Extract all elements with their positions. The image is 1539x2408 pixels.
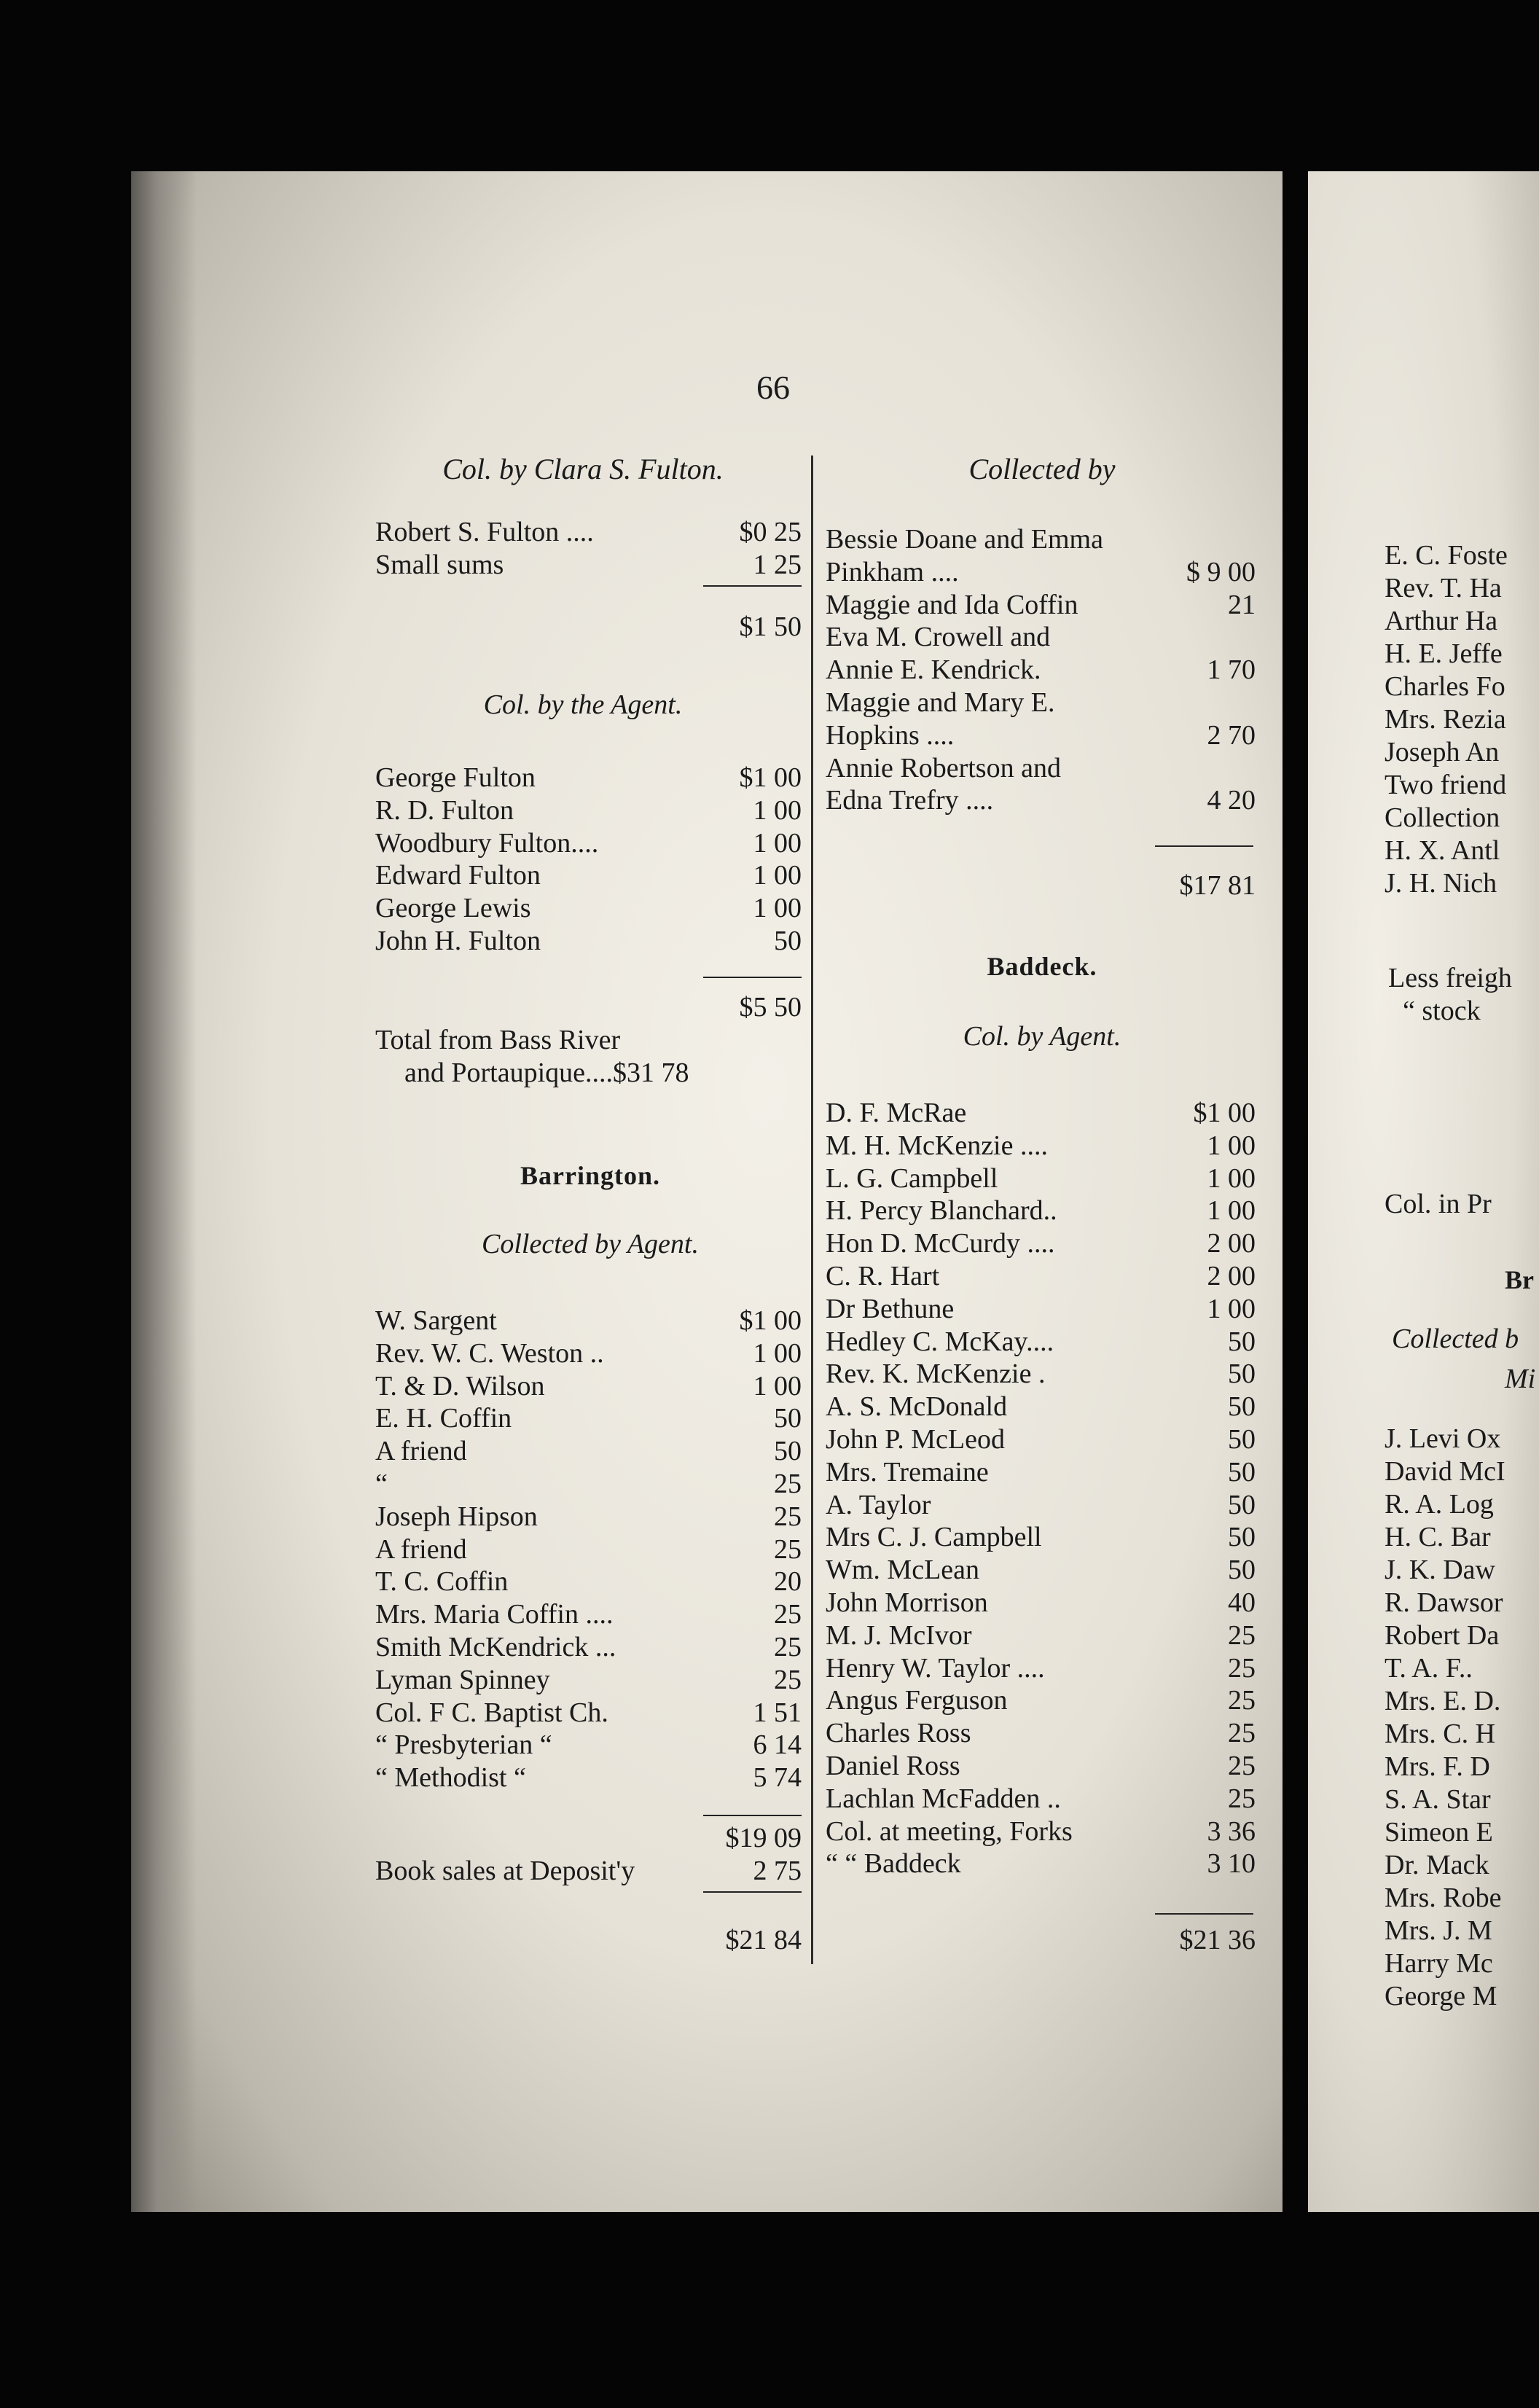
next-page-line: R. Dawsor (1385, 1587, 1503, 1618)
entry-name: Wm. McLean (826, 1555, 980, 1586)
entry-name: W. Sargent (375, 1305, 497, 1336)
subtotal: $1 50 (739, 611, 802, 642)
entry-amount: 1 00 (1207, 1195, 1256, 1227)
entry-amount: 1 00 (753, 893, 802, 924)
column-heading: Col. by Clara S. Fulton. (442, 453, 724, 485)
next-page-line: George M (1385, 1981, 1497, 2012)
entry-amount: 50 (1228, 1522, 1256, 1553)
rule-line (1155, 1913, 1253, 1915)
entry-amount: 5 74 (753, 1762, 802, 1794)
entry-name: Pinkham .... (826, 556, 959, 587)
entry-name: Daniel Ross (826, 1751, 960, 1781)
next-page-line: “ stock (1403, 996, 1481, 1026)
entry-row (375, 1762, 802, 1794)
entry-name: A friend (375, 1436, 467, 1467)
entry-name: M. J. McIvor (826, 1619, 972, 1651)
entry-name: A friend (375, 1533, 467, 1565)
total-line: and Portaupique....$31 78 (404, 1058, 689, 1088)
entry-row (826, 1521, 1256, 1554)
next-page-line: Dr. Mack (1385, 1850, 1489, 1880)
entry-name: Hopkins .... (826, 719, 955, 751)
entry-row (826, 1456, 1256, 1489)
page-number: 66 (756, 369, 790, 406)
entry-name: Hedley C. McKay.... (826, 1326, 1054, 1357)
entry-amount: 1 00 (753, 794, 802, 826)
entry-name: Lachlan McFadden .. (826, 1783, 1061, 1814)
entry-amount: 1 00 (1207, 1130, 1256, 1161)
next-page-line: H. E. Jeffe (1385, 638, 1503, 669)
entry-amount: 20 (774, 1566, 802, 1598)
entry-name: Joseph Hipson (375, 1501, 538, 1532)
entry-name: H. Percy Blanchard.. (826, 1195, 1057, 1227)
entry-amount: 2 00 (1207, 1228, 1256, 1259)
entry-name: D. F. McRae (826, 1098, 967, 1128)
entry-row (375, 1370, 802, 1403)
entry-name: Robert S. Fulton .... (375, 517, 594, 547)
entry-row (826, 1848, 1256, 1880)
entry-row (826, 1489, 1256, 1522)
entry-row (375, 1855, 802, 1888)
entry-amount: $1 00 (739, 1305, 802, 1336)
next-page-line: Col. in Pr (1385, 1189, 1492, 1219)
entry-amount: 25 (1228, 1718, 1256, 1749)
entry-name: Col. at meeting, Forks (826, 1815, 1073, 1847)
entry-name: Annie E. Kendrick. (826, 654, 1041, 686)
entry-row (826, 752, 1256, 785)
column-divider (811, 456, 813, 1964)
entry-row (375, 827, 802, 860)
entry-name: “ “ Baddeck (826, 1848, 961, 1880)
entry-name: “ Presbyterian “ (375, 1729, 552, 1761)
entry-row (375, 549, 802, 582)
entry-row (826, 1554, 1256, 1587)
entry-amount: 25 (1228, 1751, 1256, 1781)
entry-name: “ Methodist “ (375, 1762, 526, 1794)
next-page-line: R. A. Log (1385, 1489, 1494, 1520)
entry-row (375, 1697, 802, 1729)
next-page-line: Simeon E (1385, 1817, 1493, 1848)
next-page-line: Robert Da (1385, 1620, 1500, 1651)
entry-name: Henry W. Taylor .... (826, 1652, 1045, 1684)
entry-row (826, 687, 1256, 719)
entry-row (826, 1619, 1256, 1652)
entry-row (826, 784, 1256, 817)
entry-row (826, 589, 1256, 622)
entry-amount: $1 00 (1193, 1098, 1256, 1128)
entry-amount: 50 (1228, 1555, 1256, 1586)
next-page-line: Mrs. F. D (1385, 1751, 1490, 1782)
entry-amount: 25 (774, 1501, 802, 1532)
entry-amount: 1 00 (753, 1337, 802, 1369)
entry-row (826, 1162, 1256, 1195)
entry-amount: 1 00 (753, 1370, 802, 1402)
entry-name: C. R. Hart (826, 1261, 940, 1291)
subtotal: $19 09 (725, 1823, 802, 1853)
entry-amount: 50 (774, 1403, 802, 1434)
entry-name: Lyman Spinney (375, 1664, 550, 1695)
entry-name: T. C. Coffin (375, 1566, 509, 1598)
entry-amount: 25 (774, 1664, 802, 1695)
column-heading: Col. by Agent. (963, 1021, 1121, 1052)
next-page-line: J. H. Nich (1385, 868, 1497, 899)
next-page-line: Mrs. E. D. (1385, 1686, 1501, 1716)
entry-amount: 25 (774, 1533, 802, 1565)
entry-row (826, 1652, 1256, 1685)
entry-amount: 25 (774, 1632, 802, 1662)
column-heading: Collected by Agent. (482, 1229, 699, 1259)
entry-row (375, 1631, 802, 1664)
entry-amount: 6 14 (753, 1729, 802, 1761)
entry-row (826, 1783, 1256, 1815)
entry-name: M. H. McKenzie .... (826, 1130, 1048, 1161)
subtotal: $17 81 (1179, 870, 1256, 901)
entry-name: Rev. K. McKenzie . (826, 1359, 1046, 1390)
entry-row (375, 1664, 802, 1697)
entry-amount: 50 (1228, 1359, 1256, 1390)
next-page-heading: Br (1505, 1265, 1534, 1294)
entry-amount: $ 9 00 (1186, 556, 1256, 587)
entry-name: Mrs. Maria Coffin .... (375, 1599, 614, 1630)
entry-name: John P. McLeod (826, 1424, 1005, 1455)
next-page-line: J. Levi Ox (1385, 1423, 1501, 1454)
entry-name: Annie Robertson and (826, 752, 1061, 783)
entry-amount: 1 00 (753, 827, 802, 859)
entry-row (375, 1501, 802, 1533)
entry-name: Col. F C. Baptist Ch. (375, 1697, 608, 1728)
entry-row (826, 654, 1256, 687)
entry-name: Maggie and Ida Coffin (826, 589, 1078, 620)
next-page-line: Two friend (1385, 770, 1507, 800)
entry-amount: 25 (1228, 1685, 1256, 1716)
total: $21 36 (1179, 1925, 1256, 1955)
next-page-line: Collection (1385, 802, 1500, 833)
entry-row (826, 1684, 1256, 1717)
entry-row (375, 1468, 802, 1501)
next-page-line: Mrs. Rezia (1385, 704, 1506, 735)
next-page-heading: Mi (1505, 1364, 1536, 1394)
entry-name: Smith McKendrick ... (375, 1632, 616, 1662)
entry-row (826, 1097, 1256, 1130)
entry-name: George Lewis (375, 893, 531, 924)
entry-row (375, 1337, 802, 1370)
entry-name: Bessie Doane and Emma (826, 524, 1103, 555)
rule-line (1155, 845, 1253, 847)
entry-row (826, 1326, 1256, 1359)
entry-row (375, 892, 802, 925)
entry-amount: 50 (1228, 1326, 1256, 1357)
entry-row (826, 1815, 1256, 1848)
entry-row (826, 1423, 1256, 1456)
entry-amount: 21 (1228, 589, 1256, 620)
entry-row (826, 1260, 1256, 1293)
entry-name: Mrs C. J. Campbell (826, 1522, 1042, 1553)
entry-name: Mrs. Tremaine (826, 1456, 989, 1488)
entry-amount: 2 00 (1207, 1261, 1256, 1291)
entry-row (375, 1305, 802, 1337)
entry-amount: 2 75 (753, 1856, 802, 1886)
entry-row (375, 1729, 802, 1762)
entry-row (826, 556, 1256, 589)
entry-name: L. G. Campbell (826, 1162, 998, 1194)
entry-amount: 50 (774, 926, 802, 956)
entry-name: A. Taylor (826, 1489, 931, 1520)
entry-name: Edna Trefry .... (826, 785, 994, 816)
entry-amount: 50 (1228, 1489, 1256, 1520)
entry-row (826, 1195, 1256, 1227)
entry-row (826, 523, 1256, 556)
entry-amount: 50 (1228, 1424, 1256, 1455)
entry-amount: 3 10 (1207, 1848, 1256, 1880)
next-page-line: Harry Mc (1385, 1948, 1493, 1979)
entry-name: Book sales at Deposit'y (375, 1856, 635, 1886)
entry-name: Charles Ross (826, 1718, 971, 1749)
entry-name: George Fulton (375, 762, 536, 793)
next-page-line: H. X. Antl (1385, 835, 1500, 866)
entry-amount: 25 (774, 1599, 802, 1630)
entry-amount: 1 00 (1207, 1293, 1256, 1324)
entry-row (826, 1750, 1256, 1783)
section-heading: Baddeck. (987, 952, 1097, 981)
next-page-line: David McI (1385, 1456, 1505, 1487)
entry-row (826, 1391, 1256, 1423)
entry-name: Small sums (375, 549, 504, 580)
next-page-line: Joseph An (1385, 737, 1500, 767)
rule-line (703, 1891, 802, 1893)
entry-row (375, 1435, 802, 1468)
column-heading: Collected by (968, 453, 1116, 485)
entry-amount: 50 (774, 1436, 802, 1467)
next-page-line: Mrs. Robe (1385, 1883, 1502, 1913)
entry-amount: 50 (1228, 1391, 1256, 1423)
entry-row (375, 762, 802, 794)
entry-row (826, 1293, 1256, 1326)
entry-amount: 1 51 (753, 1697, 802, 1728)
entry-name: R. D. Fulton (375, 794, 514, 826)
entry-name: Edward Fulton (375, 860, 541, 891)
entry-amount: 50 (1228, 1456, 1256, 1488)
rule-line (703, 977, 802, 978)
next-page-line: J. K. Daw (1385, 1555, 1495, 1585)
entry-amount: 1 00 (753, 860, 802, 891)
column-heading: Col. by the Agent. (483, 689, 683, 720)
entry-row (826, 1358, 1256, 1391)
entry-amount: 25 (1228, 1619, 1256, 1651)
entry-name: E. H. Coffin (375, 1403, 512, 1434)
entry-name: Rev. W. C. Weston .. (375, 1337, 604, 1369)
next-page-line: H. C. Bar (1385, 1522, 1491, 1552)
entry-row (375, 794, 802, 827)
entry-row (826, 1587, 1256, 1619)
entry-amount: $1 00 (739, 762, 802, 793)
entry-amount: 40 (1228, 1587, 1256, 1618)
entry-amount: 4 20 (1207, 785, 1256, 816)
section-heading: Barrington. (520, 1161, 660, 1190)
entry-row (375, 1598, 802, 1631)
entry-amount: 3 36 (1207, 1815, 1256, 1847)
entry-name: John H. Fulton (375, 926, 541, 956)
entry-row (375, 1533, 802, 1566)
entry-name: Angus Ferguson (826, 1685, 1008, 1716)
next-page-line: Mrs. C. H (1385, 1719, 1496, 1749)
entry-name: John Morrison (826, 1587, 988, 1618)
next-page-line: Mrs. J. M (1385, 1915, 1492, 1946)
entry-name: A. S. McDonald (826, 1391, 1008, 1423)
rule-line (703, 585, 802, 587)
subtotal: $5 50 (739, 992, 802, 1023)
next-page-line: T. A. F.. (1385, 1653, 1473, 1684)
entry-row (375, 516, 802, 549)
entry-amount: 1 25 (753, 549, 802, 580)
entry-row (375, 1565, 802, 1598)
entry-amount: 25 (1228, 1783, 1256, 1814)
entry-amount: 1 00 (1207, 1162, 1256, 1194)
entry-row (826, 1227, 1256, 1260)
entry-amount: $0 25 (739, 517, 802, 547)
rule-line (703, 1815, 802, 1816)
entry-name: Eva M. Crowell and (826, 622, 1051, 653)
next-page-line: Charles Fo (1385, 671, 1505, 702)
entry-name: Woodbury Fulton.... (375, 827, 599, 859)
total-line: Total from Bass River (375, 1025, 621, 1055)
next-page-heading: Collected b (1392, 1324, 1519, 1354)
entry-row (826, 1717, 1256, 1750)
entry-name: “ (375, 1469, 388, 1499)
entry-name: Maggie and Mary E. (826, 687, 1055, 718)
entry-amount: 1 70 (1207, 654, 1256, 686)
entry-name: Hon D. McCurdy .... (826, 1228, 1055, 1259)
next-page-line: Arthur Ha (1385, 606, 1498, 636)
next-page-line: S. A. Star (1385, 1784, 1491, 1815)
entry-row (375, 925, 802, 958)
entry-amount: 2 70 (1207, 719, 1256, 751)
entry-row (826, 719, 1256, 752)
entry-name: Dr Bethune (826, 1293, 955, 1324)
next-page-line: E. C. Foste (1385, 540, 1508, 571)
next-page-line: Less freigh (1388, 963, 1512, 993)
entry-row (375, 859, 802, 892)
entry-name: T. & D. Wilson (375, 1370, 545, 1402)
entry-row (826, 1130, 1256, 1162)
entry-amount: 25 (1228, 1652, 1256, 1684)
entry-row (826, 621, 1256, 654)
entry-amount: 25 (774, 1469, 802, 1499)
entry-row (375, 1402, 802, 1435)
next-page-line: Rev. T. Ha (1385, 573, 1502, 603)
total: $21 84 (725, 1925, 802, 1955)
